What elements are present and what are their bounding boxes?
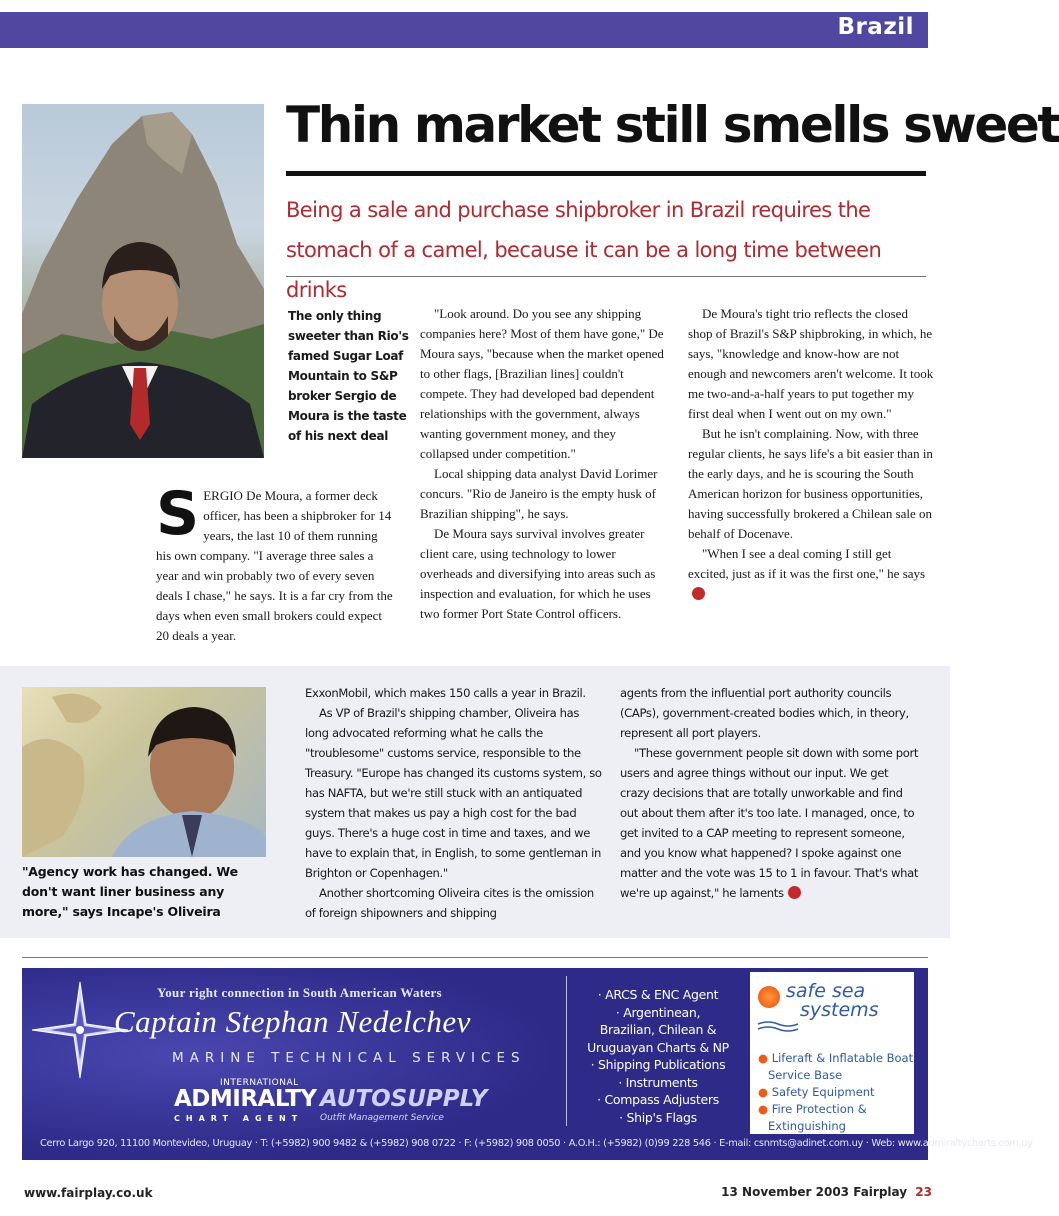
body-column-1	[156, 479, 396, 646]
article-standfirst: Being a sale and purchase shipbroker in Brazil requires the stomach of a camel, because it can be a long time between drinks	[286, 198, 882, 302]
admiralty-logo-text: ADMIRALTY	[174, 1086, 317, 1112]
body-paragraph: Local shipping data analyst David Lorimer concurs. "Rio de Janeiro is the empty husk of Brazilian shipping", he says.	[420, 466, 658, 521]
website-url[interactable]: www.fairplay.co.uk	[24, 1186, 153, 1200]
standfirst-rule	[286, 276, 926, 277]
safe-sea-item	[758, 1050, 914, 1084]
safe-sea-logo-line: safe sea	[786, 980, 866, 1002]
advert-service-item: Brazilian, Chilean &	[599, 1022, 717, 1037]
advert-service-item: · Ship's Flags	[619, 1109, 697, 1125]
body-paragraph: But he isn't complaining. Now, with three regular clients, he says life's a bit easier than in the early days, and he is scouring the South American horizon for business opportunities, having successfully brokered a Chilean sale on behalf of Docenave.	[688, 426, 933, 541]
broker-photo-illustration	[22, 104, 264, 458]
publication-name: Fairplay	[853, 1185, 908, 1199]
body-paragraph: De Moura says survival involves greater client care, using technology to lower overheads and diversifying into areas such as inspection and evaluation, for which he uses two former Port State Control officers.	[420, 526, 656, 621]
advert-service-item: Uruguayan Charts & NP	[587, 1039, 729, 1055]
sidebar-paragraph-last	[620, 743, 920, 903]
advert-divider	[566, 976, 567, 1126]
advert-rule	[22, 957, 928, 958]
sidebar-paragraph: ExxonMobil, which makes 150 calls a year in Brazil.	[305, 686, 586, 700]
body-paragraph	[156, 479, 396, 646]
chart-agent-label: CHART AGENT	[174, 1114, 304, 1123]
safe-sea-item-text: Liferaft & Inflatable Boat Service Base	[768, 1051, 914, 1082]
section-header-bar	[0, 12, 928, 48]
sidebar-paragraph: As VP of Brazil's shipping chamber, Oliveira has long advocated reforming what he calls the "troublesome" customs service, responsible to the Treasury. "Europe has changed its customs system, so has NAFTA, but we're still stuck with an antiquated system that makes us pay a high cost for the bad guys. There's a huge cost in time and taxes, and we have to explain that, in English, to some gentleman in Brighton or Copenhagen."	[305, 706, 602, 880]
section-label: Brazil	[837, 14, 914, 40]
autosupply-subtitle: Outfit Management Service	[320, 1113, 444, 1123]
advert-service-item: · ARCS & ENC Agent	[597, 987, 719, 1002]
body-paragraph-last	[688, 544, 934, 604]
photo-caption: The only thing sweeter than Rio's famed Sugar Loaf Mountain to S&P broker Sergio de Moura is the taste of his next deal	[288, 309, 409, 443]
body-column-2	[420, 304, 666, 624]
advertisement[interactable]	[22, 968, 1033, 1160]
end-mark-icon	[788, 886, 801, 899]
headline-rule	[286, 171, 926, 176]
advert-service-item: · Argentinean,	[615, 1004, 701, 1020]
body-paragraph: De Moura's tight trio reflects the closed shop of Brazil's S&P shipbroking, in which, he says, "knowledge and know-how are not enough and newcomers aren't welcome. It took me two-and-a-half years to put together my first deal when I went out on my own."	[688, 306, 934, 421]
advert-service-item: · Instruments	[618, 1074, 698, 1090]
broker-photo	[22, 104, 264, 458]
advert-contact-line: Cerro Largo 920, 11100 Montevideo, Uruguay · T: (+5982) 900 9482 & (+5982) 908 0722 · F: (+5982) 908 0050 · A.O.H.: (+5982) (0)99 228 546 · E-mail: csnmts@adinet.com.uy · Web: www.admiraltycharts.com.uy	[40, 1138, 1033, 1149]
advert-service-item: · Compass Adjusters	[597, 1092, 719, 1107]
oliveira-photo-illustration	[22, 687, 266, 857]
safe-sea-item-text: Safety Equipment	[771, 1085, 875, 1099]
safe-sea-item	[758, 1101, 914, 1135]
sidebar-paragraph: agents from the influential port authority councils (CAPs), government-created bodies which, in theory, represent all port players.	[620, 686, 909, 740]
safe-sea-logo	[786, 982, 879, 1020]
sidebar-paragraph-text: "These government people sit down with some port users and agree things without our input. We get crazy decisions that are totally unworkable and find out about them after it's too late. I managed, once, to get invited to a CAP meeting to represent someone, and you know what happened? I spoke against one matter and the vote was 15 to 1 in favour. That's what we're up against," he laments	[620, 746, 919, 900]
page-footer-info	[721, 1185, 932, 1199]
safe-sea-item-text: Fire Protection & Extinguishing	[768, 1102, 867, 1133]
wave-icon	[758, 1020, 798, 1032]
end-mark-icon	[692, 587, 705, 600]
drop-cap: S	[156, 479, 200, 549]
advert-service-item: · Shipping Publications	[590, 1057, 726, 1072]
safe-sea-logo-line: systems	[800, 999, 879, 1021]
sidebar-column-2	[620, 683, 920, 903]
page-number: 23	[915, 1185, 932, 1199]
oliveira-photo	[22, 687, 266, 857]
body-paragraph-text: "When I see a deal coming I still get excited, just as if it was the first one," he says	[688, 546, 926, 581]
article-headline: Thin market still smells sweet	[286, 96, 1059, 154]
safe-sea-services	[758, 1050, 914, 1135]
sidebar-column-1	[305, 683, 605, 923]
oliveira-caption: "Agency work has changed. We don't want liner business any more," says Incape's Oliveira	[22, 864, 238, 919]
safe-sea-item	[758, 1084, 914, 1101]
advert-services: MARINE TECHNICAL SERVICES	[172, 1050, 526, 1066]
advert-tagline: Your right connection in South American Waters	[157, 985, 442, 1000]
admiralty-international-label: INTERNATIONAL	[220, 1078, 299, 1088]
body-paragraph-text: ERGIO De Moura, a former deck officer, has been a shipbroker for 14 years, the last 10 of them running his own company. "I average three sales a year and win probably two of every seven deals I chase," he says. It is a far cry from the days when even small brokers could expect 20 deals a year.	[156, 488, 393, 643]
bullet-icon: ●	[758, 1102, 769, 1116]
sidebar-paragraph: Another shortcoming Oliveira cites is the omission of foreign shipowners and shipping	[305, 886, 594, 920]
bullet-icon: ●	[758, 1085, 769, 1099]
safe-sea-systems-box	[750, 972, 914, 1134]
issue-date: 13 November 2003	[721, 1185, 850, 1199]
autosupply-logo-text: AUTOSUPPLY	[320, 1086, 488, 1112]
bullet-icon: ●	[758, 1051, 769, 1065]
advert-company-name: Captain Stephan Nedelchev	[114, 1004, 471, 1039]
sun-logo-icon	[758, 986, 780, 1008]
body-column-3	[688, 304, 934, 604]
advert-service-list	[570, 986, 746, 1126]
body-paragraph: "Look around. Do you see any shipping companies here? Most of them have gone," De Moura says, "because when the market opened to other flags, [Brazilian lines] couldn't compete. They had developed bad dependent relationships with the government, always wanting government money, and they collapsed under competition."	[420, 306, 664, 461]
